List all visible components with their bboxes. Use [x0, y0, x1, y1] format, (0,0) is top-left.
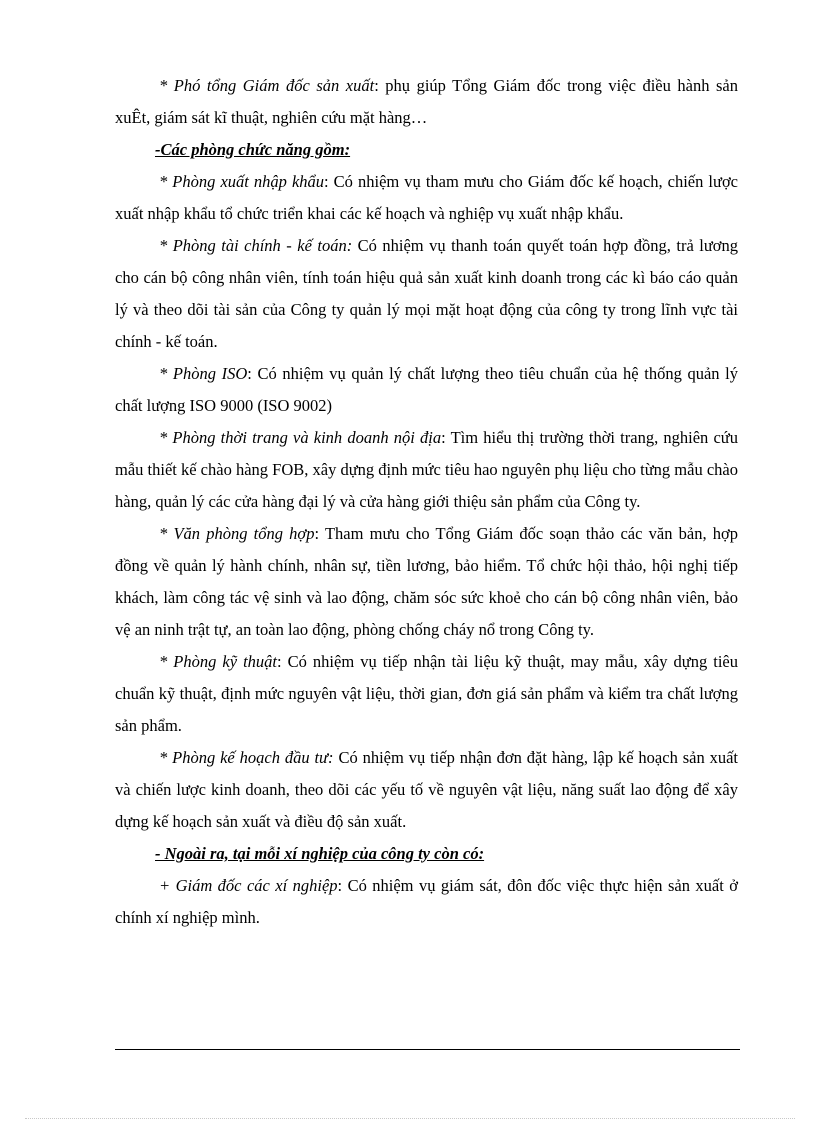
- footer-divider: [115, 1049, 740, 1050]
- paragraph-lead: * Văn phòng tổng hợp: [159, 524, 315, 543]
- paragraph-text: Có nhiệm vụ tiếp nhận đơn đặt hàng, lập kế hoạch sản xuất và chiến lược kinh doanh, theo dõi các yếu tố về nguyên vật liệu, năng suất lao động để xây dựng kế hoạch sản xuất và điều độ sản xuất.: [115, 748, 738, 831]
- document-body: [115, 70, 738, 934]
- paragraph-technical: [115, 646, 738, 742]
- paragraph-planning-investment: [115, 742, 738, 838]
- paragraph-lead: + Giám đốc các xí nghiệp: [159, 876, 338, 895]
- paragraph-lead: * Phòng tài chính - kế toán:: [159, 236, 353, 255]
- paragraph-text: Có nhiệm vụ thanh toán quyết toán hợp đồng, trả lương cho cán bộ công nhân viên, tính toán hiệu quả sản xuất kinh doanh trong các kì báo cáo quản lý và theo dõi tài sản của Công ty quản lý mọi mặt hoạt động của công ty trong lĩnh vực tài chính - kế toán.: [115, 236, 738, 351]
- paragraph-text: : Tìm hiểu thị trường thời trang, nghiên cứu mẫu thiết kế chào hàng FOB, xây dựng định mức tiêu hao nguyên phụ liệu cho từng mẫu chào hàng, quản lý các cửa hàng đại lý và cửa hàng giới thiệu sản phẩm của Công ty.: [115, 428, 738, 511]
- paragraph-lead: * Phòng thời trang và kinh doanh nội địa: [159, 428, 442, 447]
- paragraph-text: : Có nhiệm vụ tiếp nhận tài liệu kỹ thuật, may mẫu, xây dựng tiêu chuẩn kỹ thuật, định mức nguyên vật liệu, thời gian, đơn giá sản phẩm và kiểm tra chất lượng sản phẩm.: [115, 652, 738, 735]
- page-boundary-dotted-line: [25, 1118, 795, 1119]
- paragraph-lead: * Phòng kế hoạch đầu tư:: [159, 748, 334, 767]
- paragraph-lead: * Phòng ISO: [159, 364, 248, 383]
- section-heading-enterprise: - Ngoài ra, tại mỗi xí nghiệp của công ty còn có:: [155, 844, 485, 863]
- section-heading-functional-departments: -Các phòng chức năng gồm:: [155, 140, 351, 159]
- paragraph-import-export: [115, 166, 738, 230]
- paragraph-general-office: [115, 518, 738, 646]
- paragraph-deputy-director: [115, 70, 738, 134]
- paragraph-fashion-domestic: [115, 422, 738, 518]
- paragraph-finance-accounting: [115, 230, 738, 358]
- paragraph-text: : Có nhiệm vụ quản lý chất lượng theo tiêu chuẩn của hệ thống quản lý chất lượng ISO 9000 (ISO 9002): [115, 364, 738, 415]
- paragraph-text: : Có nhiệm vụ giám sát, đôn đốc việc thực hiện sản xuất ở chính xí nghiệp mình.: [115, 876, 738, 927]
- paragraph-enterprise-directors: [115, 870, 738, 934]
- paragraph-lead: * Phó tổng Giám đốc sản xuất: [159, 76, 375, 95]
- paragraph-text: : Tham mưu cho Tổng Giám đốc soạn thảo các văn bản, hợp đồng về quản lý hành chính, nhân sự, tiền lương, bảo hiểm. Tổ chức hội thảo, hội nghị tiếp khách, làm công tác vệ sinh và lao động, chăm sóc sức khoẻ cho cán bộ công nhân viên, bảo vệ an ninh trật tự, an toàn lao động, phòng chống cháy nổ trong Công ty.: [115, 524, 738, 639]
- paragraph-text: : phụ giúp Tổng Giám đốc trong việc điều hành sản xuÊt, giám sát kĩ thuật, nghiên cứu mặt hàng…: [115, 76, 738, 127]
- paragraph-text: : Có nhiệm vụ tham mưu cho Giám đốc kế hoạch, chiến lược xuất nhập khẩu tổ chức triển khai các kế hoạch và nghiệp vụ xuất nhập khẩu.: [115, 172, 738, 223]
- paragraph-iso: [115, 358, 738, 422]
- paragraph-lead: * Phòng xuất nhập khẩu: [159, 172, 325, 191]
- paragraph-lead: * Phòng kỹ thuật: [159, 652, 278, 671]
